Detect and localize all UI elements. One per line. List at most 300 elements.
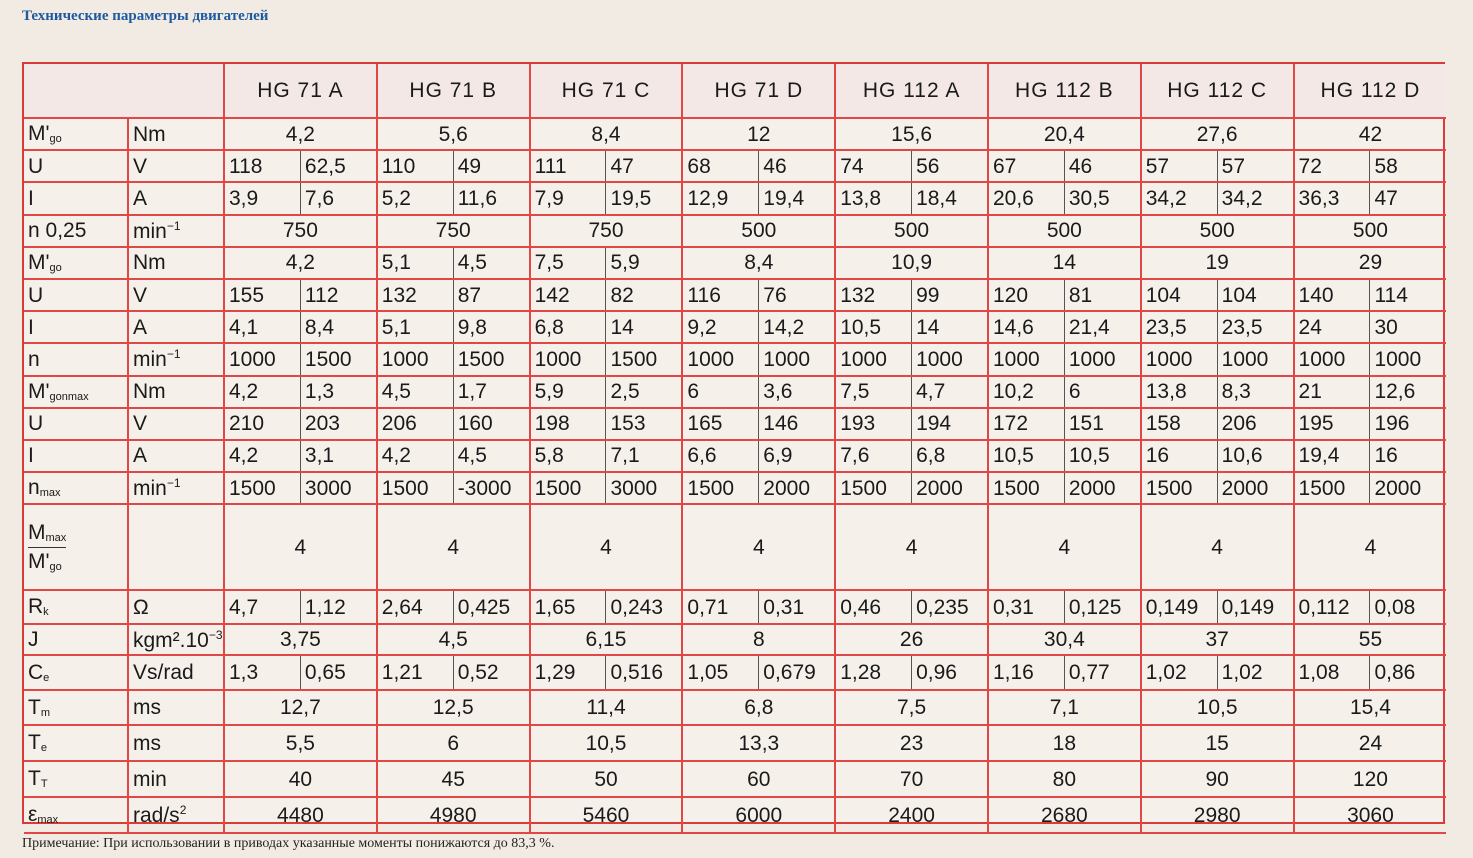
value-cell <box>835 761 988 797</box>
value-cell-right <box>1217 655 1293 690</box>
value-text: 13,8 <box>1145 380 1187 404</box>
value-cell-left <box>1294 590 1370 624</box>
symbol-text: n <box>28 476 40 500</box>
header-blank <box>24 64 224 118</box>
value-text: 21 <box>1298 380 1322 404</box>
motor-parameters-table <box>24 64 1446 834</box>
value-cell-left <box>1141 376 1217 408</box>
value-text: 1500 <box>381 476 429 500</box>
param-symbol <box>24 504 128 590</box>
value-cell <box>377 504 530 590</box>
symbol-text: ε <box>28 803 38 827</box>
value-cell-left <box>682 182 758 214</box>
value-cell <box>1294 624 1447 655</box>
value-text: 2000 <box>1068 476 1116 500</box>
value-cell-right <box>1064 472 1140 504</box>
motor-name: HG 112 B <box>1015 79 1114 102</box>
header-hg-71-d <box>682 64 835 118</box>
param-symbol <box>24 311 128 343</box>
value-cell-left <box>682 343 758 375</box>
value-text: 27,6 <box>1196 122 1238 146</box>
value-text: 21,4 <box>1068 315 1110 339</box>
value-text: 18,4 <box>916 186 957 210</box>
value-text: 5,2 <box>381 186 411 210</box>
value-text: 76 <box>763 283 787 307</box>
symbol-text: I <box>28 315 34 339</box>
value-cell <box>1141 504 1294 590</box>
value-cell-left <box>224 408 300 440</box>
value-cell <box>1294 690 1447 725</box>
param-symbol <box>24 797 128 833</box>
value-text: 2000 <box>1221 476 1269 500</box>
value-cell-left <box>988 655 1064 690</box>
value-cell-right <box>1217 440 1293 472</box>
value-cell-left <box>988 182 1064 214</box>
value-cell <box>224 624 377 655</box>
value-text: 23,5 <box>1145 315 1187 339</box>
value-cell-right <box>300 408 376 440</box>
denominator-subscript <box>50 561 62 573</box>
param-symbol <box>24 343 128 375</box>
value-cell-left <box>377 343 453 375</box>
value-cell <box>1141 761 1294 797</box>
value-text: 10,5 <box>840 315 882 339</box>
table-row-n-025 <box>24 215 1446 247</box>
value-text: 23,5 <box>1221 315 1263 339</box>
unit-text: A <box>133 315 148 339</box>
value-cell-left <box>1141 279 1217 311</box>
value-text: 3,9 <box>229 186 259 210</box>
symbol-subscript <box>40 487 61 499</box>
value-text: 6,8 <box>534 315 564 339</box>
value-cell-left <box>988 279 1064 311</box>
table-row-tm <box>24 690 1446 725</box>
value-text: 146 <box>763 412 799 436</box>
value-text: 9,8 <box>457 315 487 339</box>
value-cell-right <box>759 182 835 214</box>
value-text: 750 <box>282 219 318 243</box>
value-text: 1,3 <box>304 380 335 404</box>
table-row-j <box>24 624 1446 655</box>
value-cell-left <box>1294 279 1370 311</box>
value-text: 1500 <box>840 476 887 500</box>
value-text: 5,9 <box>610 251 640 275</box>
value-cell-left <box>1141 440 1217 472</box>
param-symbol <box>24 279 128 311</box>
value-text: 6,9 <box>763 444 793 468</box>
value-text: 7,1 <box>1049 696 1079 720</box>
value-text: 4480 <box>277 803 324 827</box>
value-cell-left <box>835 343 911 375</box>
value-cell-left <box>224 150 300 182</box>
value-cell-right <box>300 343 376 375</box>
value-text: 0,46 <box>840 595 882 619</box>
unit-text: min <box>133 767 167 791</box>
value-cell-right <box>912 408 988 440</box>
value-text: 7,5 <box>896 696 927 720</box>
value-cell <box>224 118 377 150</box>
value-text: 500 <box>741 219 777 243</box>
value-text: 2680 <box>1041 803 1088 827</box>
value-cell-left <box>1294 311 1370 343</box>
motor-name: HG 112 D <box>1320 79 1421 102</box>
value-text: 153 <box>610 412 646 436</box>
value-cell-right <box>1064 408 1140 440</box>
value-cell-left <box>1294 472 1370 504</box>
value-cell-right <box>453 408 529 440</box>
value-text: 12,5 <box>432 696 474 720</box>
value-cell-right <box>1370 311 1446 343</box>
symbol-subscript <box>50 391 89 403</box>
value-text: 3,6 <box>763 380 793 404</box>
value-text: 13,3 <box>738 731 780 755</box>
value-cell <box>988 690 1141 725</box>
value-cell <box>224 725 377 761</box>
value-text: 203 <box>304 412 340 436</box>
table-row-i-3 <box>24 440 1446 472</box>
table-row-mgo-1 <box>24 118 1446 150</box>
value-cell-left <box>530 472 606 504</box>
value-cell-left <box>835 150 911 182</box>
value-text: 1000 <box>1221 347 1269 371</box>
value-cell-left <box>1141 150 1217 182</box>
value-cell-left <box>530 376 606 408</box>
value-cell-right <box>759 472 835 504</box>
value-text: 7,6 <box>304 186 335 210</box>
value-text: 12,9 <box>687 186 729 210</box>
value-cell-left <box>835 655 911 690</box>
value-cell-right <box>759 655 835 690</box>
value-text: 1,65 <box>534 595 576 619</box>
motor-parameters-table-frame <box>22 62 1445 828</box>
symbol-text: J <box>28 628 39 652</box>
value-text: 70 <box>899 767 924 791</box>
motor-name: HG 71 C <box>561 79 651 102</box>
value-text: 4,2 <box>229 380 259 404</box>
value-cell-right <box>1064 150 1140 182</box>
value-cell <box>530 504 683 590</box>
value-cell-left <box>530 655 606 690</box>
value-cell-right <box>1370 279 1446 311</box>
param-symbol <box>24 376 128 408</box>
value-text: 0,125 <box>1068 595 1122 619</box>
value-text: 45 <box>441 767 465 791</box>
value-cell-left <box>835 279 911 311</box>
value-cell-right <box>1217 279 1293 311</box>
value-text: 5,8 <box>534 444 564 468</box>
value-cell-right <box>453 590 529 624</box>
value-cell-right <box>453 376 529 408</box>
value-text: 1000 <box>1298 347 1346 371</box>
value-text: 1000 <box>1145 347 1193 371</box>
value-cell-right <box>606 182 682 214</box>
value-text: 80 <box>1052 767 1077 791</box>
symbol-subscript <box>41 707 50 719</box>
value-text: 1500 <box>229 476 276 500</box>
value-text: 4 <box>905 535 918 559</box>
param-unit <box>128 624 224 655</box>
value-cell <box>988 215 1141 247</box>
unit-superscript <box>167 219 181 233</box>
unit-text: Nm <box>133 380 166 404</box>
value-cell <box>530 118 683 150</box>
symbol-text: T <box>28 731 41 755</box>
table-row-rk <box>24 590 1446 624</box>
value-text: 4,5 <box>457 251 487 275</box>
value-cell-right <box>1370 343 1446 375</box>
value-text: 5460 <box>582 803 630 827</box>
value-cell-left <box>1141 590 1217 624</box>
value-text: 1,08 <box>1298 661 1340 685</box>
value-cell-left <box>988 150 1064 182</box>
value-text: 2000 <box>1374 476 1422 500</box>
value-cell <box>377 690 530 725</box>
symbol-subscript <box>37 814 58 826</box>
value-cell-left <box>682 590 758 624</box>
value-cell-right <box>1064 440 1140 472</box>
symbol-text: I <box>28 186 34 210</box>
value-cell <box>530 215 683 247</box>
unit-text: min <box>133 348 167 372</box>
value-text: 55 <box>1358 628 1383 652</box>
param-unit <box>128 247 224 279</box>
value-cell-left <box>224 440 300 472</box>
fraction-denominator <box>28 548 66 574</box>
value-text: 500 <box>1199 219 1235 243</box>
value-cell-right <box>1370 150 1446 182</box>
value-cell-right <box>453 150 529 182</box>
value-text: 46 <box>763 154 787 178</box>
symbol-subscript-text: e <box>43 671 50 684</box>
value-text: 4 <box>1058 535 1071 559</box>
value-text: 0,31 <box>992 595 1034 619</box>
value-text: 1,02 <box>1145 661 1187 685</box>
value-cell-left <box>224 311 300 343</box>
value-cell <box>682 761 835 797</box>
value-text: 11,4 <box>586 696 626 720</box>
value-text: 1000 <box>229 347 276 371</box>
value-cell-left <box>988 376 1064 408</box>
value-text: 6,15 <box>585 628 627 652</box>
numerator-symbol: M <box>28 520 46 544</box>
value-text: 7,9 <box>534 186 564 210</box>
unit-superscript-text: −1 <box>166 347 181 362</box>
motor-name: HG 112 C <box>1167 79 1268 102</box>
value-text: 160 <box>457 412 493 436</box>
value-text: 6,8 <box>916 444 946 468</box>
symbol-subscript <box>50 262 62 274</box>
value-cell <box>682 504 835 590</box>
value-text: 1500 <box>687 476 735 500</box>
table-row-i-2 <box>24 311 1446 343</box>
symbol-text: T <box>28 767 41 791</box>
value-cell-left <box>1294 376 1370 408</box>
value-cell-left <box>988 440 1064 472</box>
value-text: 58 <box>1374 154 1398 178</box>
value-text: 158 <box>1145 412 1181 436</box>
value-text: 5,1 <box>381 251 411 275</box>
value-cell-left <box>835 590 911 624</box>
motor-name: HG 71 D <box>714 79 804 102</box>
value-cell <box>988 118 1141 150</box>
param-symbol <box>24 725 128 761</box>
value-cell-right <box>912 440 988 472</box>
value-text: 210 <box>229 412 265 436</box>
value-text: 68 <box>687 154 711 178</box>
value-cell-right <box>606 150 682 182</box>
param-unit <box>128 655 224 690</box>
value-text: 3000 <box>610 476 658 500</box>
value-text: 14 <box>1052 251 1077 275</box>
value-cell-right <box>453 472 529 504</box>
table-row-u-1 <box>24 150 1446 182</box>
value-text: 2,64 <box>381 595 423 619</box>
value-cell-right <box>1217 590 1293 624</box>
value-cell-left <box>1294 182 1370 214</box>
value-text: 0,77 <box>1068 661 1110 685</box>
value-cell-right <box>453 655 529 690</box>
value-text: 193 <box>840 412 876 436</box>
symbol-text: M' <box>28 122 50 146</box>
value-text: 30,4 <box>1043 628 1085 652</box>
value-cell <box>682 797 835 833</box>
symbol-text: U <box>28 154 44 178</box>
value-text: 29 <box>1358 251 1383 275</box>
value-cell <box>377 215 530 247</box>
table-row-tt <box>24 761 1446 797</box>
value-cell <box>1294 504 1447 590</box>
value-cell-left <box>377 376 453 408</box>
value-text: 5,5 <box>285 731 315 755</box>
value-text: 0,235 <box>916 595 969 619</box>
value-text: 15,6 <box>891 122 933 146</box>
value-text: 3060 <box>1347 803 1394 827</box>
param-symbol <box>24 690 128 725</box>
value-text: 4,2 <box>285 251 315 275</box>
symbol-subscript-text: k <box>43 606 49 619</box>
value-text: 1000 <box>916 347 963 371</box>
value-cell-right <box>912 343 988 375</box>
param-symbol <box>24 590 128 624</box>
value-text: 1,3 <box>229 661 259 685</box>
value-cell-left <box>1141 408 1217 440</box>
value-text: 120 <box>992 283 1029 307</box>
value-text: 0,31 <box>763 595 805 619</box>
value-cell-left <box>835 376 911 408</box>
value-cell-right <box>606 408 682 440</box>
value-cell-left <box>377 440 453 472</box>
value-cell-right <box>606 279 682 311</box>
value-cell-left <box>1141 472 1217 504</box>
value-text: 195 <box>1298 412 1334 436</box>
numerator-subscript-text: max <box>45 531 67 544</box>
table-row-u-3 <box>24 408 1446 440</box>
value-cell-left <box>988 472 1064 504</box>
value-text: 13,8 <box>840 186 882 210</box>
value-text: 4,2 <box>285 122 315 146</box>
value-text: 6 <box>687 380 700 404</box>
table-row-ce <box>24 655 1446 690</box>
value-text: 3,1 <box>304 444 335 468</box>
table-row-mgonmax <box>24 376 1446 408</box>
value-cell <box>835 504 988 590</box>
unit-text: Nm <box>133 122 166 146</box>
value-cell <box>835 215 988 247</box>
unit-text: V <box>133 154 148 178</box>
value-text: 1,28 <box>840 661 882 685</box>
value-text: 87 <box>457 283 482 307</box>
value-text: 1500 <box>992 476 1040 500</box>
symbol-subscript-text: go <box>49 261 62 274</box>
value-cell-left <box>1141 311 1217 343</box>
value-text: 8 <box>752 628 765 652</box>
value-text: 206 <box>1221 412 1257 436</box>
value-text: 14,6 <box>992 315 1034 339</box>
value-text: 8,4 <box>304 315 335 339</box>
value-cell-right <box>759 408 835 440</box>
value-cell <box>530 624 683 655</box>
value-text: -3000 <box>457 476 512 500</box>
value-text: 132 <box>381 283 417 307</box>
value-text: 3,75 <box>279 628 321 652</box>
value-text: 19,5 <box>610 186 652 210</box>
unit-text: A <box>133 186 148 210</box>
value-text: 1500 <box>534 476 582 500</box>
value-text: 5,1 <box>381 315 411 339</box>
value-text: 57 <box>1145 154 1170 178</box>
symbol-subscript-text: m <box>40 706 50 719</box>
value-text: 18 <box>1052 731 1077 755</box>
value-cell <box>224 215 377 247</box>
header-hg-112-b <box>988 64 1141 118</box>
value-text: 2980 <box>1193 803 1241 827</box>
value-cell-left <box>682 150 758 182</box>
symbol-subscript-text: e <box>40 742 47 755</box>
value-text: 0,86 <box>1374 661 1416 685</box>
value-cell-right <box>1217 472 1293 504</box>
value-text: 4,7 <box>916 380 946 404</box>
param-unit <box>128 590 224 624</box>
numerator-subscript <box>46 532 67 544</box>
value-cell-right <box>453 311 529 343</box>
denominator-symbol: M' <box>28 549 50 573</box>
footnote: Примечание: При использовании в приводах указанные моменты понижаются до 83,3 %. <box>22 836 555 851</box>
motor-name: HG 112 A <box>862 79 961 102</box>
param-unit <box>128 376 224 408</box>
value-cell <box>1141 118 1294 150</box>
param-unit <box>128 182 224 214</box>
value-text: 0,08 <box>1374 595 1416 619</box>
header-hg-71-c <box>530 64 683 118</box>
value-text: 1000 <box>992 347 1040 371</box>
param-symbol <box>24 118 128 150</box>
value-text: 30 <box>1374 315 1398 339</box>
symbol-subscript <box>43 606 49 618</box>
value-cell-left <box>224 376 300 408</box>
fraction-numerator <box>28 521 66 548</box>
value-cell-left <box>224 279 300 311</box>
value-text: 0,149 <box>1145 595 1199 619</box>
header-hg-112-c <box>1141 64 1294 118</box>
value-text: 57 <box>1221 154 1245 178</box>
value-cell-left <box>530 182 606 214</box>
value-cell-right <box>300 311 376 343</box>
symbol-subscript-text: go <box>49 133 62 146</box>
param-unit <box>128 408 224 440</box>
value-text: 6 <box>447 731 460 755</box>
value-text: 10,5 <box>1068 444 1110 468</box>
value-cell-left <box>1294 440 1370 472</box>
